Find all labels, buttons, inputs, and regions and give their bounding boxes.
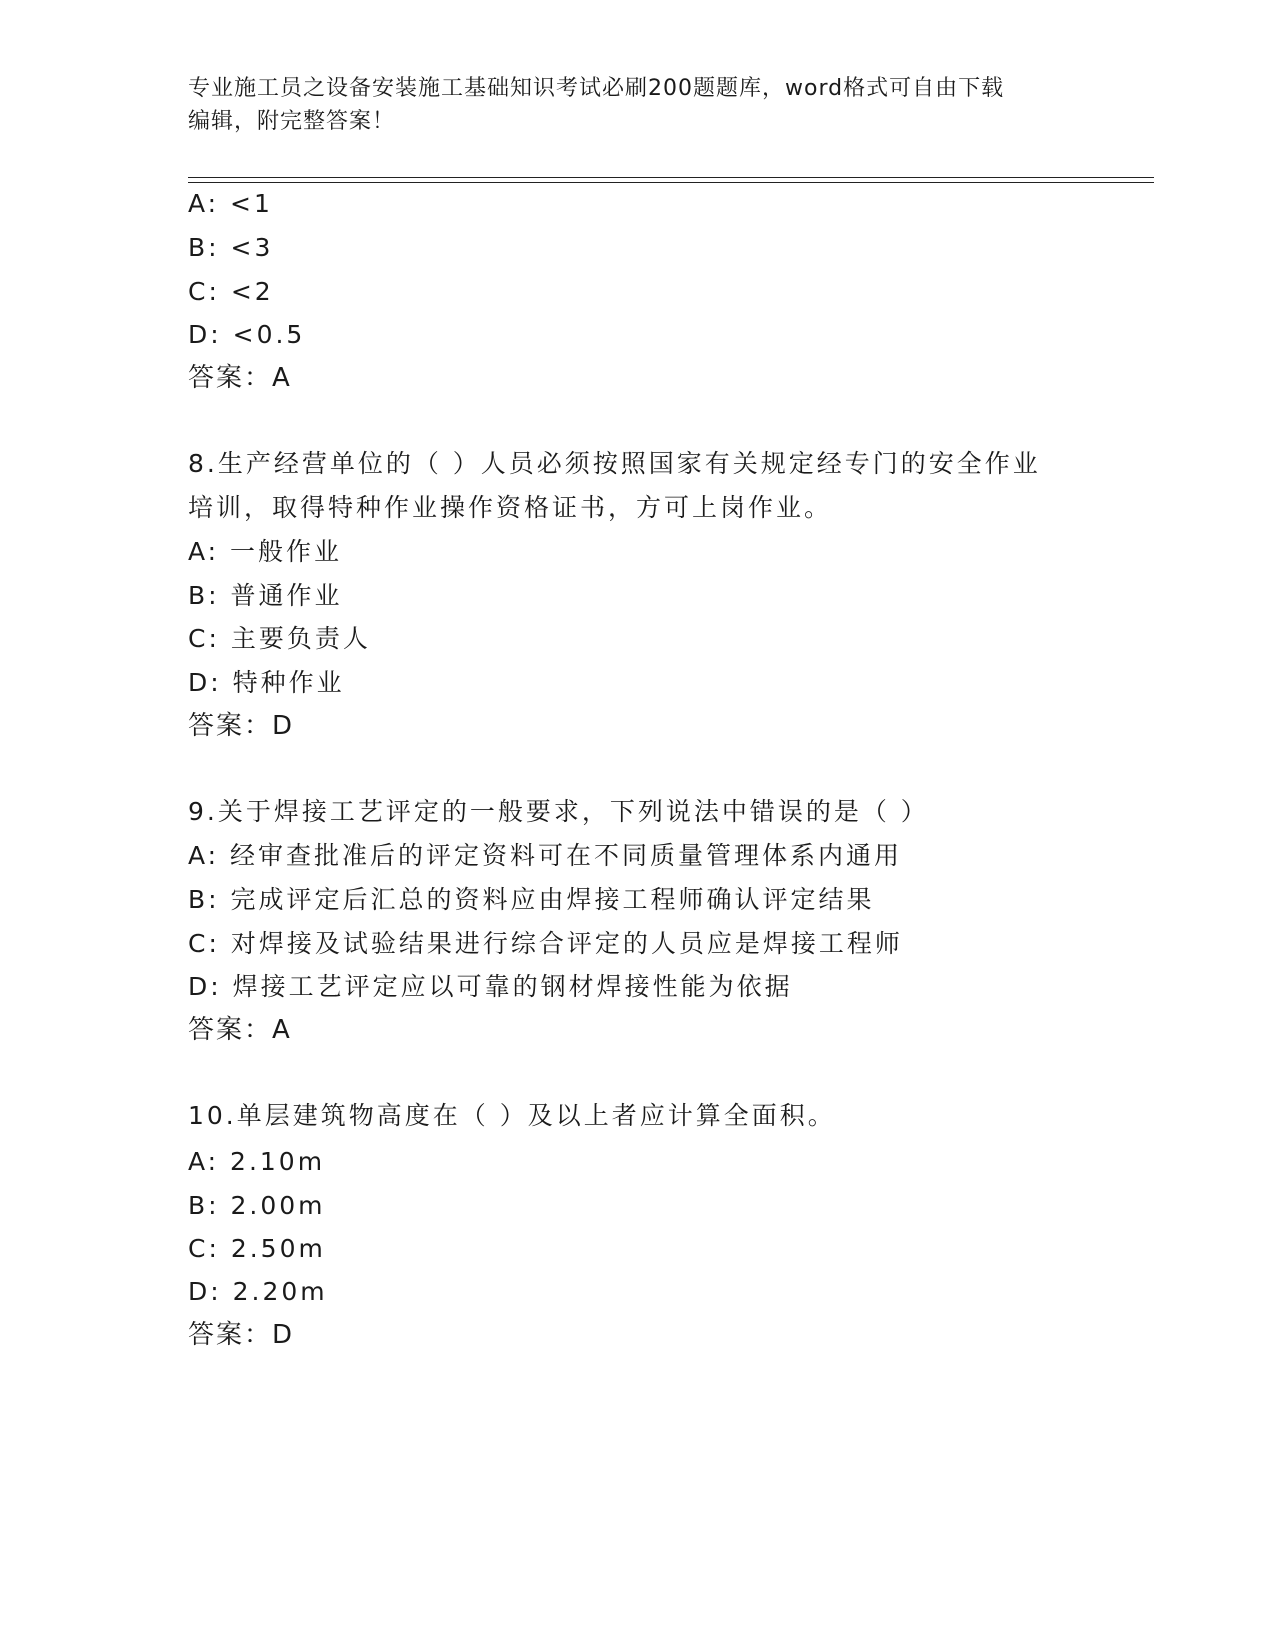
document-title-line-2: 编辑，附完整答案！ [188,109,396,134]
q9-option-d: D: 焊接工艺评定应以可靠的钢材焊接性能为依据 [188,972,793,1001]
q8-option-a: A: 一般作业 [188,537,343,566]
q10-answer: 答案：D [188,1320,295,1350]
header-divider-top [188,177,1154,178]
q8-stem-line-2: 培训，取得特种作业操作资格证书，方可上岗作业。 [188,493,833,522]
q10-option-a: A: 2.10m [188,1147,326,1176]
q8-option-d: D: 特种作业 [188,668,345,697]
document-header [188,72,1088,138]
q8-option-c: C: 主要负责人 [188,624,371,653]
q10-stem: 10.单层建筑物高度在（ ）及以上者应计算全面积。 [188,1101,836,1130]
header-divider-bottom [188,182,1154,183]
q7-option-b: B: <3 [188,233,274,262]
q10-option-c: C: 2.50m [188,1234,326,1263]
q10-option-b: B: 2.00m [188,1191,326,1220]
q7-option-d: D: <0.5 [188,320,306,349]
q7-option-c: C: <2 [188,277,274,306]
q7-answer: 答案：A [188,363,292,393]
q7-option-a: A: <1 [188,189,273,218]
q8-option-b: B: 普通作业 [188,581,343,610]
q8-answer: 答案：D [188,711,295,741]
q9-option-b: B: 完成评定后汇总的资料应由焊接工程师确认评定结果 [188,885,875,914]
q9-option-c: C: 对焊接及试验结果进行综合评定的人员应是焊接工程师 [188,929,903,958]
q10-option-d: D: 2.20m [188,1277,328,1306]
q9-option-a: A: 经审查批准后的评定资料可在不同质量管理体系内通用 [188,841,903,870]
q8-stem-line-1: 8.生产经营单位的（ ）人员必须按照国家有关规定经专门的安全作业 [188,449,1041,478]
document-title-line-1: 专业施工员之设备安装施工基础知识考试必刷200题题库，word格式可自由下载 [188,76,1005,101]
q9-answer: 答案：A [188,1015,292,1045]
q9-stem: 9.关于焊接工艺评定的一般要求，下列说法中错误的是（ ） [188,797,929,826]
